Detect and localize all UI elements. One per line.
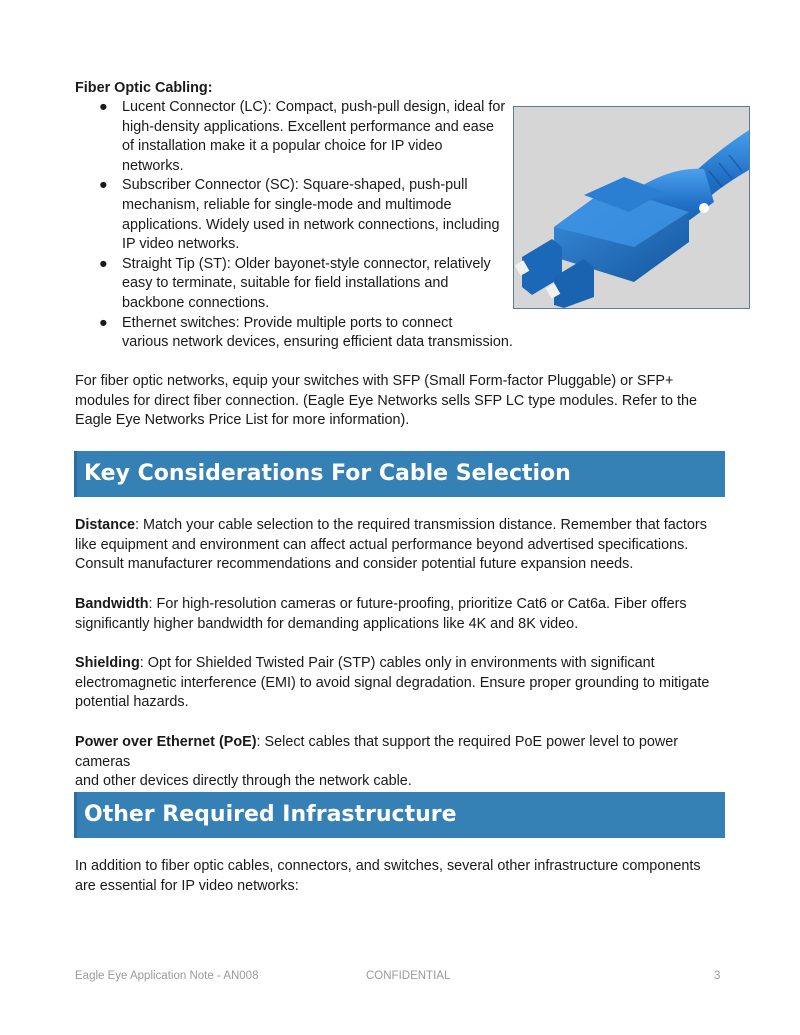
footer-confidential: CONFIDENTIAL: [366, 970, 451, 982]
connector-bullet-list: [75, 98, 525, 353]
lc-fiber-connector-photo: [513, 106, 750, 309]
lc-connector-icon: [514, 107, 749, 308]
bullet-icon: ●: [99, 177, 108, 194]
footer-page-number: 3: [714, 970, 721, 982]
term-label: Distance: [75, 517, 135, 533]
bullet-icon: ●: [99, 314, 108, 331]
key-considerations-heading: Key Considerations For Cable Selection: [74, 451, 725, 497]
list-item: ● Straight Tip (ST): Older bayonet-style connector, relatively easy to terminate, suitable for field installations and backbone connections.: [99, 255, 491, 311]
bullet-icon: ●: [99, 255, 108, 272]
list-item: ● Lucent Connector (LC): Compact, push-pull design, ideal for high-density applications. Excellent performance and ease of installation make it a popular choice for IP video networks.: [99, 99, 506, 174]
infrastructure-paragraph: In addition to fiber optic cables, connectors, and switches, several other infrastructure components are essential for IP video networks:: [75, 858, 701, 894]
term-label: Power over Ethernet (PoE): [75, 734, 257, 750]
term-label: Bandwidth: [75, 596, 149, 612]
sfp-paragraph: For fiber optic networks, equip your switches with SFP (Small Form-factor Pluggable) or SFP+ modules for direct fiber connection. (Eagle Eye Networks sells SFP LC type modules. Refer to the Eagle Eye Networks Price List for more information).: [75, 373, 698, 429]
poe-paragraph: Power over Ethernet (PoE): Select cables that support the required PoE power level to power cameras and other devices directly through the network cable.: [75, 734, 679, 790]
term-label: Shielding: [75, 655, 140, 671]
bandwidth-paragraph: Bandwidth: For high-resolution cameras or future-proofing, prioritize Cat6 or Cat6a. Fiber offers significantly higher bandwidth for demanding applications like 4K and 8K video.: [75, 596, 687, 632]
list-item: ● Subscriber Connector (SC): Square-shaped, push-pull mechanism, reliable for single-mode and multimode applications. Widely used in network connections, including IP video networks.: [99, 177, 500, 253]
distance-paragraph: Distance: Match your cable selection to the required transmission distance. Remember that factors like equipment and environment can affect actual performance beyond advertised specifications. Consult manufacturer recommendations and consider potential future expansion needs.: [75, 517, 707, 573]
footer-doc-label: Eagle Eye Application Note - AN008: [75, 970, 259, 982]
fiber-section-title: Fiber Optic Cabling:: [75, 80, 213, 96]
bullet-icon: ●: [99, 99, 108, 115]
shielding-paragraph: Shielding: Opt for Shielded Twisted Pair (STP) cables only in environments with significant electromagnetic interference (EMI) to avoid signal degradation. Ensure proper grounding to mitigate potential hazards.: [75, 655, 710, 711]
list-item: ● Ethernet switches: Provide multiple ports to connect various network devices, ensuring efficient data transmission.: [99, 314, 513, 351]
other-infrastructure-heading: Other Required Infrastructure: [74, 792, 725, 838]
